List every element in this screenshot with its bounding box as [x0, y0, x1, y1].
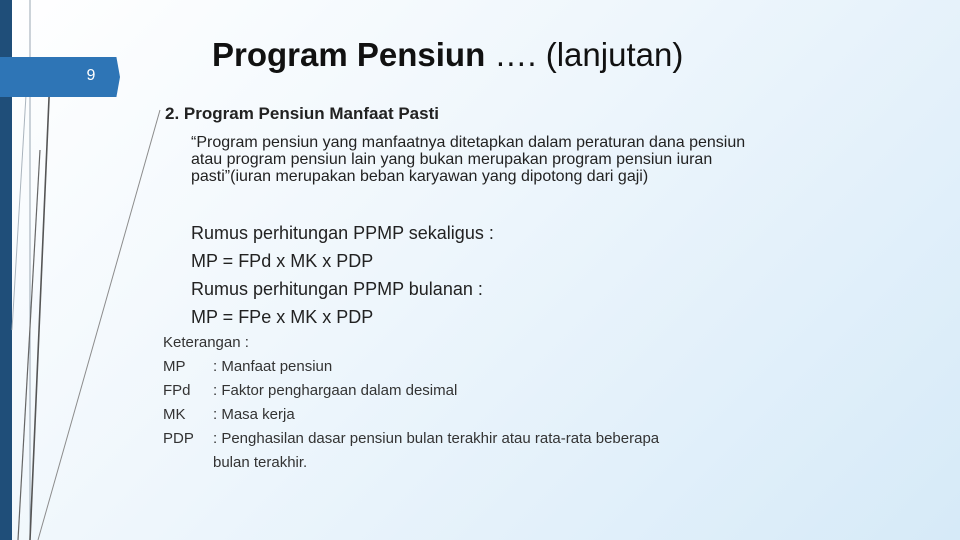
- note-desc: : Manfaat pensiun: [213, 358, 333, 375]
- note-abbr: MP: [163, 358, 186, 375]
- slide-title-main: Program Pensiun: [212, 36, 486, 73]
- note-desc: : Masa kerja: [213, 406, 295, 423]
- note-desc: : Penghasilan dasar pensiun bulan terakhir atau rata-rata beberapa: [213, 430, 660, 447]
- note-row: [163, 355, 659, 379]
- quote-line: pasti”(iuran merupakan beban karyawan yang dipotong dari gaji): [191, 168, 649, 185]
- formula-block: [191, 219, 494, 331]
- note-row: [163, 427, 659, 451]
- note-abbr: MK: [163, 406, 186, 423]
- note-row: [163, 379, 659, 403]
- formula-line: Rumus perhitungan PPMP bulanan :: [191, 279, 483, 299]
- formula-line: Rumus perhitungan PPMP sekaligus :: [191, 223, 494, 243]
- definition-quote: [191, 134, 745, 185]
- slide-number: 9: [86, 67, 96, 84]
- note-desc: : Faktor penghargaan dalam desimal: [213, 382, 458, 399]
- note-abbr: FPd: [163, 382, 191, 399]
- slide-title: [212, 36, 683, 74]
- notes-block: [163, 331, 659, 475]
- notes-title: Keterangan :: [163, 334, 249, 351]
- note-row-continuation: [163, 451, 659, 475]
- quote-line: atau program pensiun lain yang bukan merupakan program pensiun iuran: [191, 151, 713, 168]
- quote-line: “Program pensiun yang manfaatnya ditetapkan dalam peraturan dana pensiun: [191, 134, 746, 151]
- formula-line: MP = FPe x MK x PDP: [191, 307, 374, 327]
- formula-line: MP = FPd x MK x PDP: [191, 251, 374, 271]
- section-heading: 2. Program Pensiun Manfaat Pasti: [165, 104, 439, 123]
- slide-title-suffix: …. (lanjutan): [485, 36, 684, 73]
- slide-number-tab: [0, 57, 120, 97]
- note-desc-continuation: bulan terakhir.: [213, 454, 308, 471]
- note-abbr: PDP: [163, 430, 194, 447]
- note-row: [163, 403, 659, 427]
